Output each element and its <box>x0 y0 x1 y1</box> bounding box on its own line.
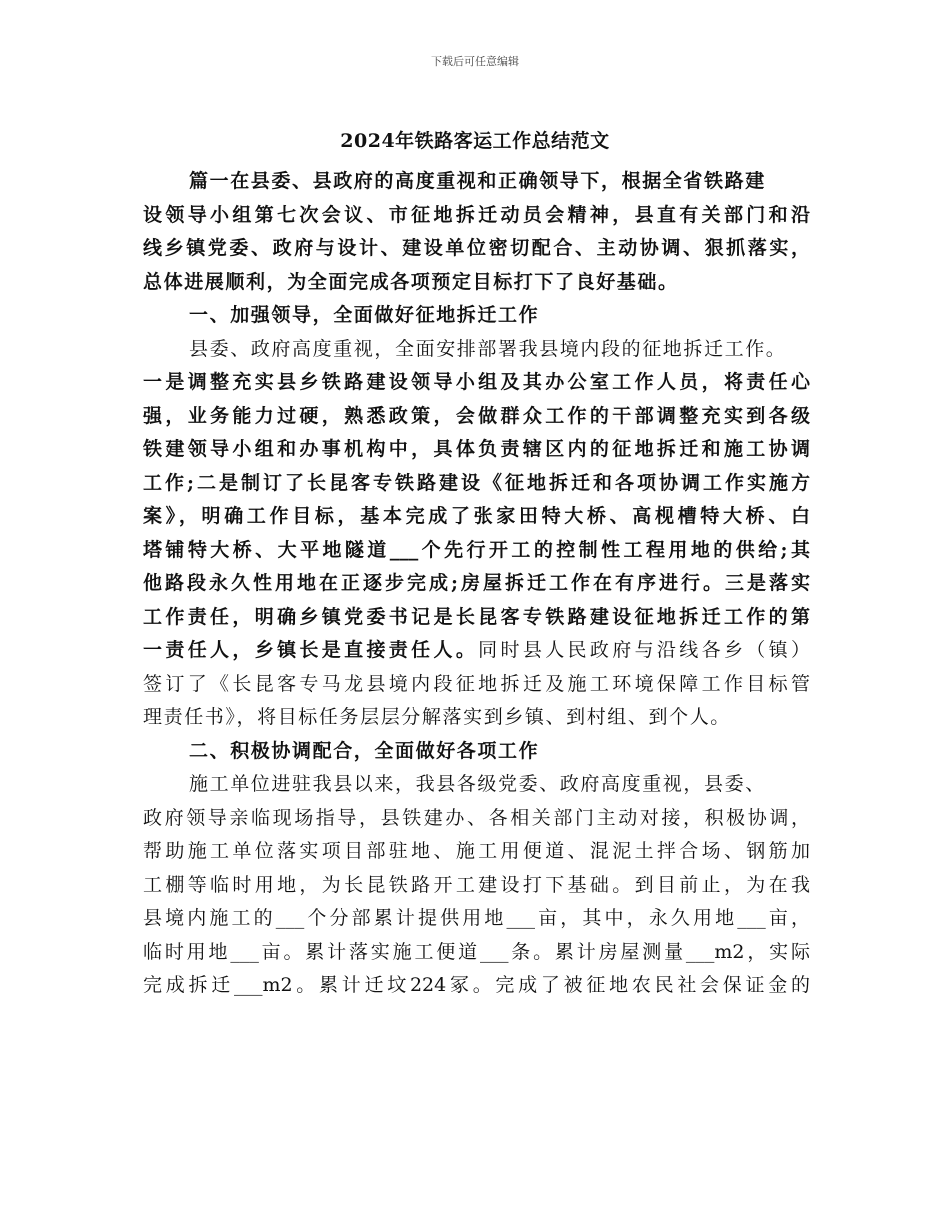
document-title: 2024年铁路客运工作总结范文 <box>340 130 610 152</box>
text-line: 设领导小组第七次会议、市征地拆迁动员会精神，县直有关部门和沿 <box>143 203 810 226</box>
section-heading: 二、积极协调配合，全面做好各项工作 <box>189 739 540 762</box>
page-header-note: 下载后可任意编辑 <box>431 55 519 68</box>
text-line: 签订了《长昆客专马龙县境内段征地拆迁及施工环境保障工作目标管 <box>143 672 810 695</box>
text-line: 工作责任，明确乡镇党委书记是长昆客专铁路建设征地拆迁工作的第 <box>143 605 810 628</box>
text-line: 县境内施工的___个分部累计提供用地___亩，其中，永久用地___亩， <box>143 907 810 929</box>
text-line: 理责任书》，将目标任务层层分解落实到乡镇、到村组、到个人。 <box>143 706 731 728</box>
text-line: 工作;二是制订了长昆客专铁路建设《征地拆迁和各项协调工作实施方 <box>143 471 810 494</box>
text-line: 篇一在县委、县政府的高度重视和正确领导下，根据全省铁路建 <box>189 170 766 192</box>
text-line: 他路段永久性用地在正逐步完成;房屋拆迁工作在有序进行。三是落实 <box>143 572 810 594</box>
text-line: 工棚等临时用地，为长昆铁路开工建设打下基础。到目前止，为在我 <box>143 873 810 896</box>
section-heading: 一、加强领导，全面做好征地拆迁工作 <box>189 304 540 326</box>
text-line: 强，业务能力过硬，熟悉政策，会做群众工作的干部调整充实到各级 <box>143 404 810 427</box>
text-line: 铁建领导小组和办事机构中，具体负责辖区内的征地拆迁和施工协调 <box>143 438 810 460</box>
text-line: 施工单位进驻我县以来，我县各级党委、政府高度重视，县委、 <box>189 773 766 795</box>
document-body <box>143 165 810 1003</box>
text-line: 政府领导亲临现场指导，县铁建办、各相关部门主动对接，积极协调， <box>143 806 810 829</box>
text-line: 完成拆迁___m2。累计迁坟224冢。完成了被征地农民社会保证金的 <box>143 974 810 996</box>
text-line: 线乡镇党委、政府与设计、建设单位密切配合、主动协调、狠抓落实， <box>143 237 810 259</box>
text-line: 案》，明确工作目标，基本完成了张家田特大桥、高枧槽特大桥、白 <box>143 505 810 527</box>
text-line: 临时用地___亩。累计落实施工便道___条。累计房屋测量___m2，实际 <box>143 940 810 963</box>
text-line: 一责任人，乡镇长是直接责任人。同时县人民政府与沿线各乡（镇） <box>143 639 810 661</box>
text-line: 县委、政府高度重视，全面安排部署我县境内段的征地拆迁工作。 <box>189 337 787 360</box>
text-line: 塔铺特大桥、大平地隧道___个先行开工的控制性工程用地的供给;其 <box>143 538 810 561</box>
text-line: 总体进展顺利，为全面完成各项预定目标打下了良好基础。 <box>143 270 679 293</box>
text-line: 一是调整充实县乡铁路建设领导小组及其办公室工作人员，将责任心 <box>143 371 810 393</box>
text-line: 帮助施工单位落实项目部驻地、施工用便道、混泥土拌合场、钢筋加 <box>143 840 810 862</box>
